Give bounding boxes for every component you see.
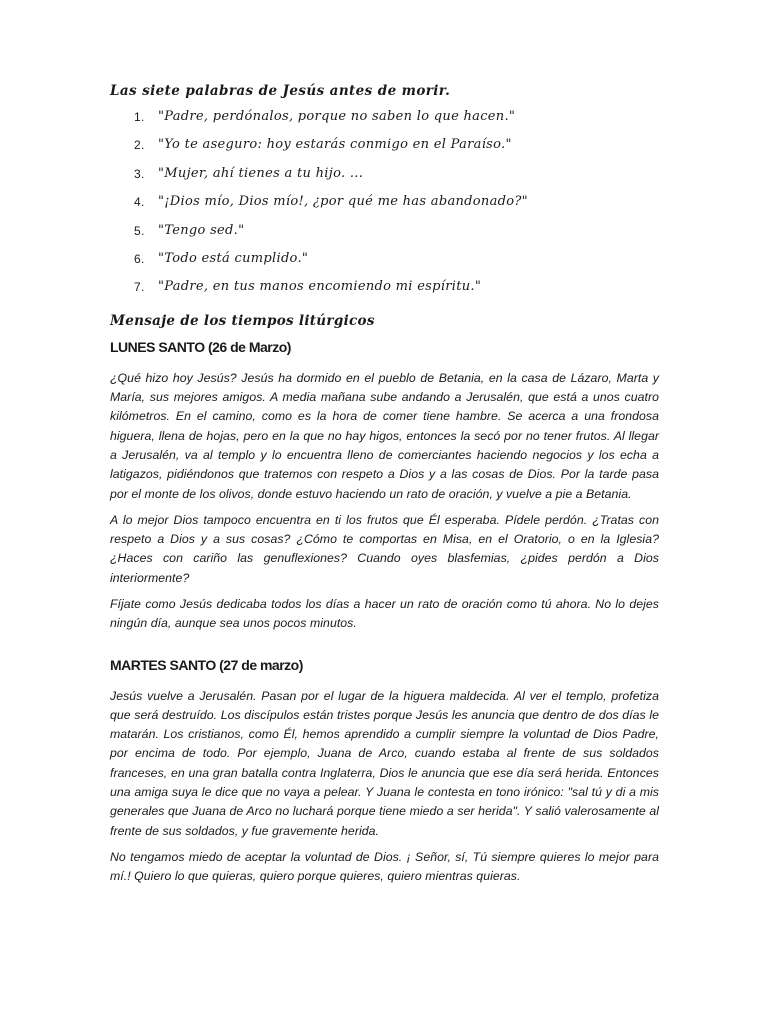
lunes-paragraph: ¿Qué hizo hoy Jesús? Jesús ha dormido en el pueblo de Betania, en la casa de Lázaro, Marta y María, sus mejores amigos. A media mañana sube andando a Jerusalén, que está a unos cuatro kilómetros. En el camino, como es la hora de comer tiene hambre. Se acerca a una frondosa higuera, llena de hojas, pero en la que no hay higos, entonces la secó por no tener frutos. Al llegar a Jerusalén, va al templo y lo encuentra lleno de comerciantes haciendo negocios y los echa a latigazos, pidiéndonos que tratemos con respeto a Dios y a las cosas de Dios. Por la tarde pasa por el monte de los olivos, donde estuvo haciendo un rato de oración, y vuelve a pie a Betania. — [110, 370, 659, 501]
list-item-number: 1. — [134, 110, 145, 124]
list-item-text: "Mujer, ahí tienes a tu hijo. ... — [158, 165, 364, 181]
list-item — [110, 222, 659, 250]
list-item — [110, 108, 659, 136]
list-item-text: "Padre, perdónalos, porque no saben lo que hacen." — [158, 109, 516, 124]
list-item — [110, 193, 659, 221]
list-item-number: 3. — [134, 166, 145, 181]
list-item-number: 4. — [134, 195, 145, 210]
list-item-text: "Tengo sed." — [158, 222, 245, 238]
section-heading: Mensaje de los tiempos litúrgicos — [110, 312, 375, 329]
martes-paragraph: No tengamos miedo de aceptar la voluntad de Dios. ¡ Señor, sí, Tú siempre quieres lo mejor para mí.! Quiero lo que quieras, quiero porque quieres, quiero mientras quieras. — [110, 849, 659, 884]
list-item-text: "Padre, en tus manos encomiendo mi espíritu." — [158, 279, 482, 295]
list-item-text: "Todo está cumplido." — [158, 250, 309, 266]
list-item-text: "Yo te aseguro: hoy estarás conmigo en el Paraíso." — [158, 137, 512, 153]
martes-paragraph: Jesús vuelve a Jerusalén. Pasan por el lugar de la higuera maldecida. Al ver el templo, profetiza que será destruído. Los discípulos están tristes porque Jesús les anuncia que dentro de dos días le matarán. Los cristianos, como Él, hemos aprendido a cumplir siempre la voluntad de Dios Padre, por encima de todo. Por ejemplo, Juana de Arco, cuando estaba al frente de sus soldados franceses, en una gran batalla contra Inglaterra, Dios le anuncia que ese día será herida. Entonces una amiga suya le dice que no vaya a pelear. Y Juana le contesta en tono irónico: "sal tú y di a mis generales que Juana de Arco no luchará porque tiene miedo a ser herida". Y salió valerosamente al frente de sus soldados, y fue gravemente herida. — [110, 688, 659, 838]
martes-santo-heading: MARTES SANTO (27 de marzo) — [110, 656, 303, 673]
list-item-number: 5. — [134, 223, 145, 238]
list-item — [110, 136, 659, 164]
seven-words-list — [110, 108, 659, 307]
list-item — [110, 165, 659, 193]
list-item-text: "¡Dios mío, Dios mío!, ¿por qué me has abandonado?" — [158, 194, 528, 210]
list-item-number: 2. — [134, 138, 145, 153]
list-item — [110, 278, 659, 306]
list-item-number: 6. — [134, 251, 145, 266]
lunes-santo-heading: LUNES SANTO (26 de Marzo) — [110, 338, 291, 355]
lunes-paragraph: Fíjate como Jesús dedicaba todos los días a hacer un rato de oración como tú ahora. No lo dejes ningún día, aunque sea unos pocos minutos. — [110, 597, 659, 631]
document-content — [110, 83, 659, 894]
lunes-paragraph: A lo mejor Dios tampoco encuentra en ti los frutos que Él esperaba. Pídele perdón. ¿Tratas con respeto a Dios y a sus cosas? ¿Cómo te comportas en Misa, en el Oratorio, o en la Iglesia? ¿Haces con cariño las genuflexiones? Cuando oyes blasfemias, ¿pides perdón a Dios interiormente? — [110, 512, 659, 585]
document-title: Las siete palabras de Jesús antes de morir. — [110, 83, 451, 99]
spacer — [110, 641, 659, 657]
list-item-number: 7. — [134, 280, 145, 295]
list-item — [110, 250, 659, 278]
